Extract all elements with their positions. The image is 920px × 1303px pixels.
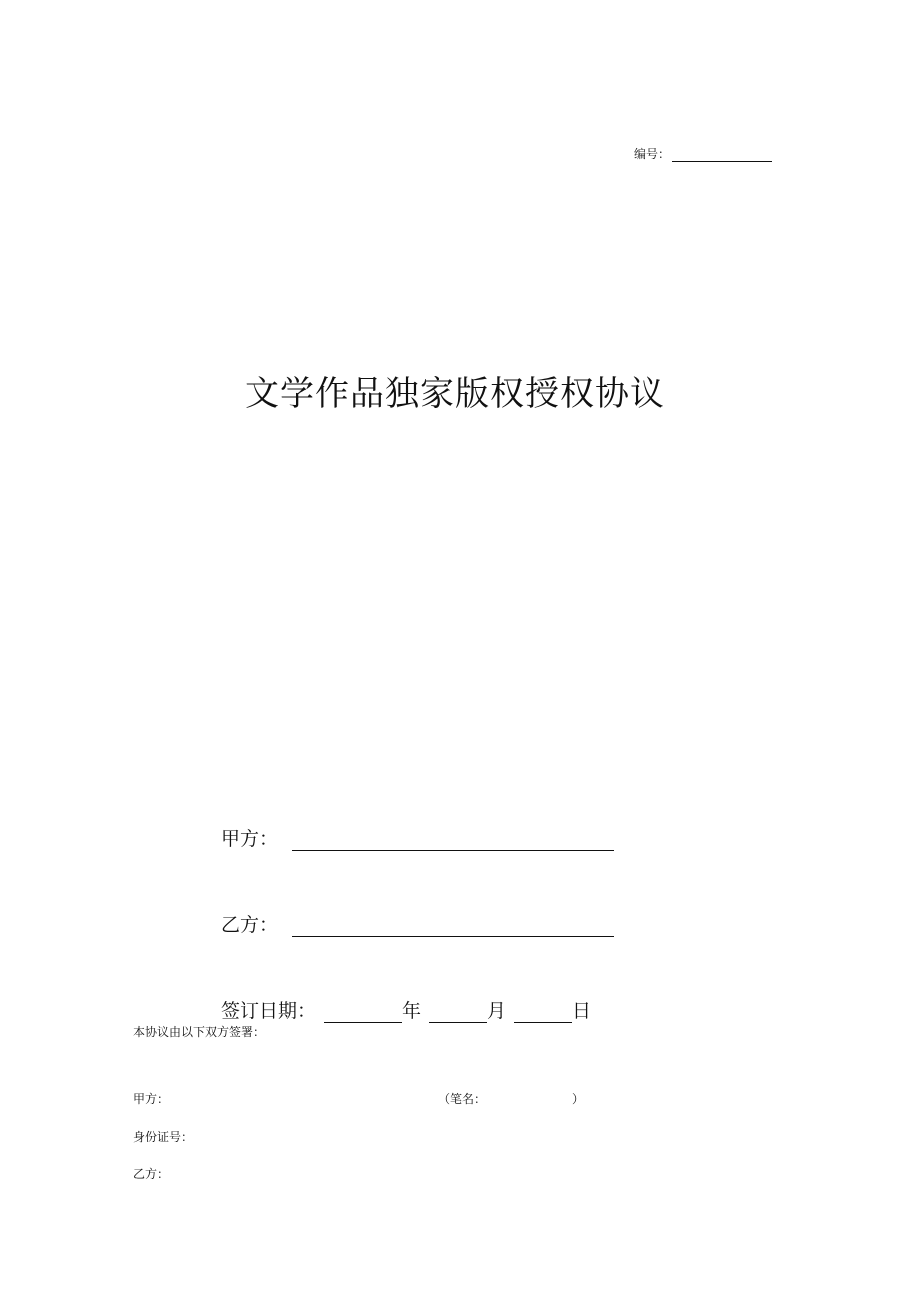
year-blank[interactable] <box>324 1003 402 1023</box>
pen-name-close: ） <box>572 1092 585 1106</box>
signature-party-b-label: 乙方： <box>133 1167 170 1181</box>
sign-date-label: 签订日期： <box>221 1000 317 1022</box>
serial-label: 编号： <box>634 147 671 161</box>
month-blank[interactable] <box>429 1003 487 1023</box>
year-label: 年 <box>402 1000 422 1022</box>
cover-party-a-blank[interactable] <box>292 831 614 851</box>
day-label: 日 <box>572 1000 592 1022</box>
cover-party-b-blank[interactable] <box>292 917 614 937</box>
cover-party-b <box>221 910 614 937</box>
serial-number <box>634 145 772 162</box>
cover-party-a <box>221 824 614 851</box>
month-label: 月 <box>487 1000 507 1022</box>
sign-date <box>221 996 591 1023</box>
day-blank[interactable] <box>514 1003 572 1023</box>
serial-blank[interactable] <box>672 148 772 162</box>
pen-name <box>438 1090 584 1107</box>
cover-party-a-label: 甲方： <box>221 828 279 850</box>
pen-name-blank[interactable] <box>486 1090 572 1107</box>
signature-party-a-label: 甲方： <box>133 1092 170 1106</box>
cover-party-b-label: 乙方： <box>221 914 279 936</box>
document-title: 文学作品独家版权授权协议 <box>245 374 665 414</box>
id-number-label: 身份证号： <box>133 1130 194 1144</box>
signature-intro: 本协议由以下双方签署： <box>133 1025 266 1039</box>
pen-name-open: （笔名： <box>438 1092 487 1106</box>
